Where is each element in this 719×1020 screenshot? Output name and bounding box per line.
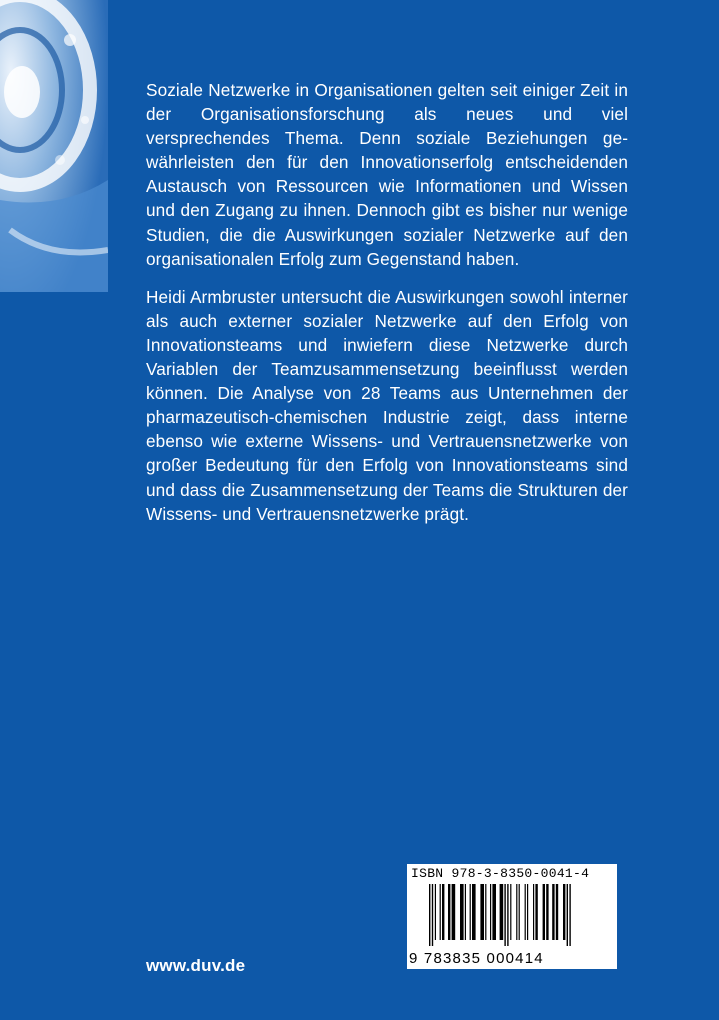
barcode-bars [427, 884, 617, 946]
barcode-bar [535, 884, 537, 940]
barcode-bar [472, 884, 476, 940]
barcode-bar [465, 884, 466, 940]
isbn-barcode [407, 864, 617, 969]
barcode-bar [492, 884, 496, 940]
barcode-bar [543, 884, 545, 940]
tire-photo-icon [0, 0, 108, 292]
barcode-bar [432, 884, 433, 946]
isbn-label: ISBN 978-3-8350-0041-4 [411, 866, 590, 881]
barcode-bar [519, 884, 520, 940]
barcode-bar [552, 884, 554, 940]
publisher-url[interactable]: www.duv.de [146, 956, 246, 975]
barcode-bar [500, 884, 504, 940]
barcode-bar [516, 884, 517, 940]
barcode-bar [429, 884, 430, 946]
barcode-bar [527, 884, 528, 940]
barcode-bar [448, 884, 450, 940]
back-cover-text [146, 78, 628, 540]
barcode-bar [490, 884, 491, 940]
barcode-bar [460, 884, 464, 940]
paragraph-study: Heidi Armbruster untersucht die Auswirkungen sowohl interner als auch externer sozialer Netzwerke auf den Erfolg von Innovationsteams und inwiefern diese Netzwerke durch Variablen der Teamzusammensetzung beeinflusst werden können. Die Analyse von 28 Teams aus Unternehmen der pharmazeutisch-chemischen Industrie zeigt, dass interne ebenso wie externe Wissens- und Vertrauensnetzwerke von großer Bedeutung für den Erfolg von Innovationsteams sind und dass die Zusammensetzung der Teams die Strukturen der Wissens- und Vertrauensnetzwerke prägt. [146, 286, 628, 524]
ean-number: 9 783835 000414 [409, 950, 544, 967]
barcode-bar [569, 884, 570, 946]
barcode-bar [556, 884, 558, 940]
barcode-bar [533, 884, 534, 940]
paragraph-intro: Soziale Netzwerke in Organisationen gelten seit einiger Zeit in der Organisationsforschung als neues und viel versprechendes Thema. Denn soziale Beziehungen gewährleisten den für den Innovationserfolg entscheidenden Austausch von Ressourcen wie Informationen und Wissen und den Zugang zu ihnen. Dennoch gibt es bisher nur wenige Studien, die die Auswirkungen sozialer Netzwerke auf den organisationalen Erfolg zum Gegenstand haben. [146, 80, 628, 269]
barcode-bar [525, 884, 526, 940]
barcode-bar [485, 884, 486, 940]
barcode-bar [504, 884, 505, 946]
barcode-bar [440, 884, 441, 940]
barcode-bar [567, 884, 568, 946]
barcode-bar [442, 884, 444, 940]
barcode-bar [435, 884, 436, 940]
barcode-bar [452, 884, 456, 940]
barcode-bar [480, 884, 484, 940]
barcode-bar [507, 884, 508, 946]
barcode-bar [563, 884, 565, 940]
barcode-bar [470, 884, 471, 940]
barcode-bar [546, 884, 548, 940]
barcode-bar [510, 884, 511, 940]
